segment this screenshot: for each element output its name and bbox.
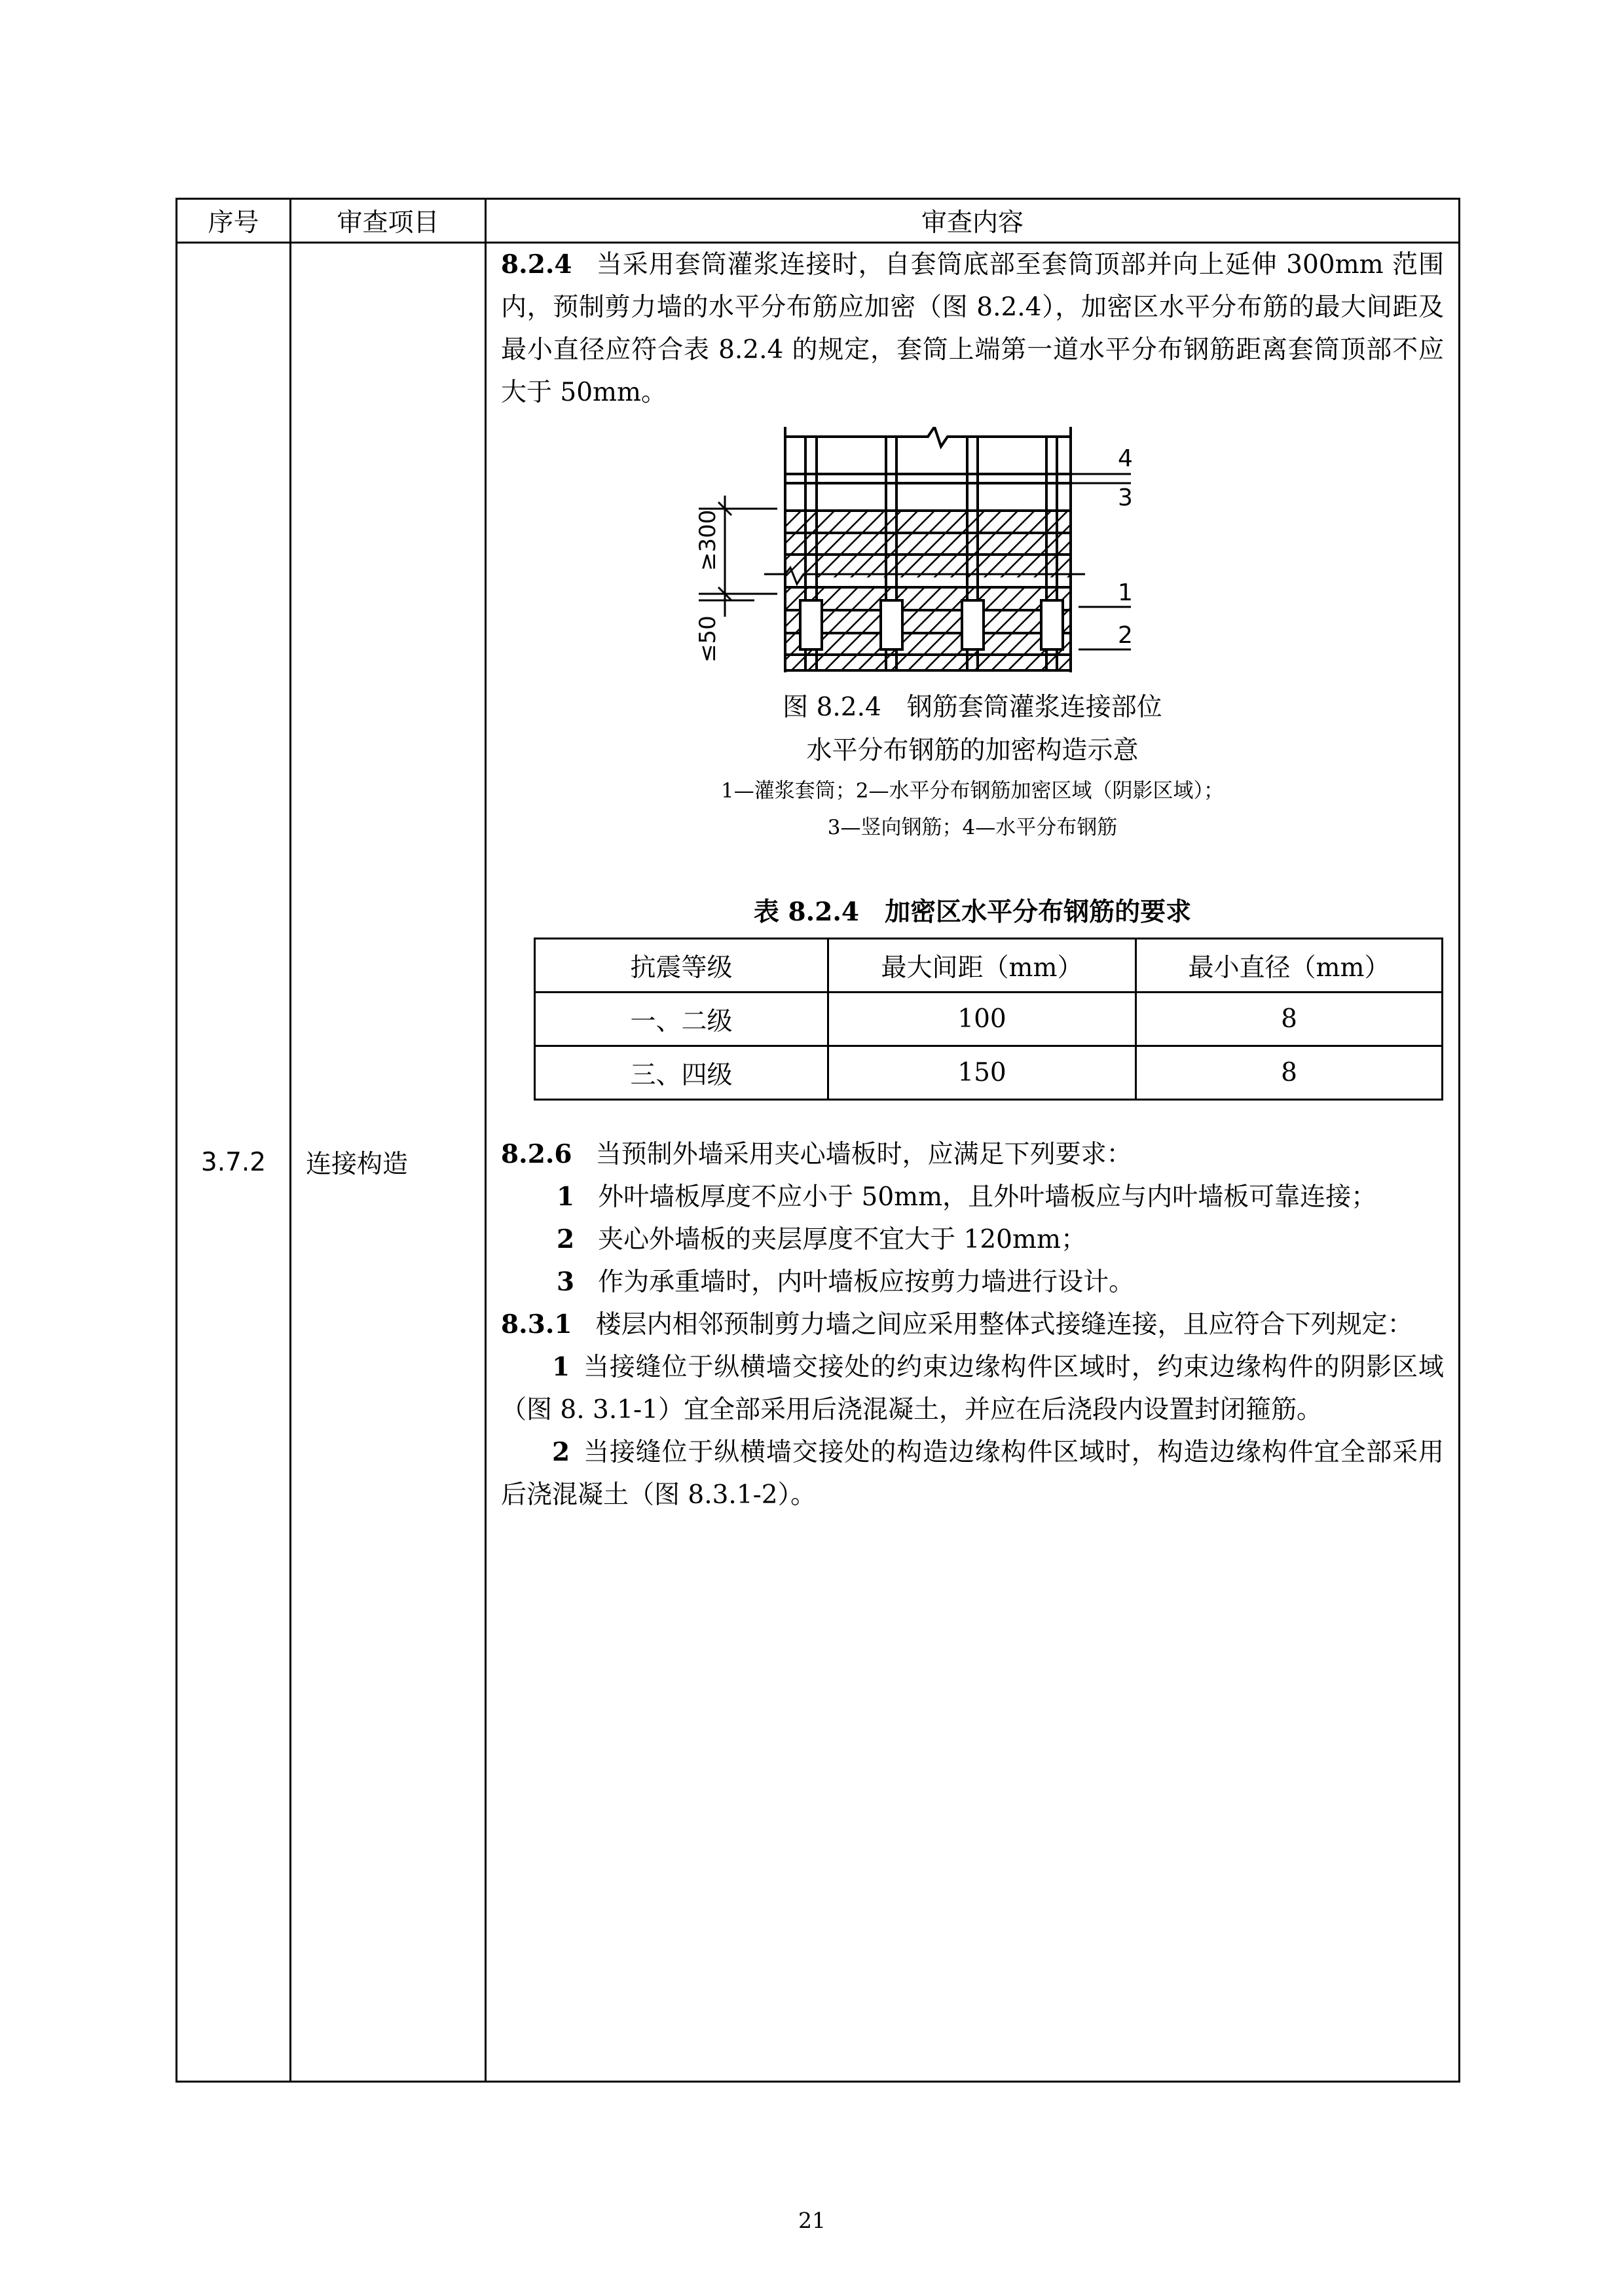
clause-8-2-6-item3 (501, 1261, 1444, 1303)
figure-legend-line1: 1—灌浆套筒；2—水平分布钢筋加密区域（阴影区域）； (721, 779, 1224, 803)
clause-text: 当预制外墙采用夹心墙板时，应满足下列要求： (595, 1140, 1132, 1169)
header-serial: 序号 (177, 199, 291, 243)
clause-8-2-6-item2 (501, 1218, 1444, 1261)
item-text: 当接缝位于纵横墙交接处的约束边缘构件区域时，约束边缘构件的阴影区域（图 8. 3.1-1）宜全部采用后浇混凝土，并应在后浇段内设置封闭箍筋。 (501, 1353, 1444, 1425)
clause-8-3-1 (501, 1303, 1444, 1346)
item-number: 2 (552, 1437, 570, 1467)
dimension-50-label: ≤50 (695, 615, 721, 663)
clause-number: 8.2.4 (501, 249, 572, 280)
figure-caption-line2: 水平分布钢筋的加密构造示意 (806, 736, 1139, 765)
header-review-item: 审查项目 (291, 199, 486, 243)
clause-number: 8.3.1 (501, 1309, 572, 1339)
label-4: 4 (1118, 445, 1133, 472)
header-review-content: 审查内容 (486, 199, 1460, 243)
req-header-min-diameter: 最小直径（mm） (1136, 939, 1443, 993)
row-review-item: 连接构造 (291, 243, 486, 2082)
item-text: 当接缝位于纵横墙交接处的构造边缘构件区域时，构造边缘构件宜全部采用后浇混凝土（图 8.3.1-2）。 (501, 1438, 1444, 1510)
req-cell: 一、二级 (535, 993, 828, 1046)
grout-sleeve (1041, 600, 1063, 649)
clause-8-3-1-item2 (501, 1431, 1444, 1516)
rebar-densification-diagram (600, 427, 1255, 682)
dense-zone-lower (784, 587, 1072, 670)
row-serial: 3.7.2 (177, 243, 291, 2082)
label-2: 2 (1118, 622, 1133, 649)
req-header-max-spacing: 最大间距（mm） (828, 939, 1136, 993)
table-row (535, 993, 1443, 1046)
item-number: 2 (557, 1224, 575, 1254)
req-header-seismic-grade: 抗震等级 (535, 939, 828, 993)
table-row (535, 1046, 1443, 1100)
requirement-table (534, 938, 1443, 1101)
grout-sleeve (881, 600, 902, 649)
page-number: 21 (798, 2208, 826, 2233)
label-3: 3 (1118, 484, 1133, 511)
figure-8-2-4 (600, 427, 1255, 682)
requirement-table-title: 表 8.2.4 加密区水平分布钢筋的要求 (753, 897, 1192, 927)
grout-sleeve (800, 600, 822, 649)
req-cell: 三、四级 (535, 1046, 828, 1100)
item-number: 3 (557, 1267, 575, 1297)
review-table (175, 198, 1460, 2083)
item-text: 作为承重墙时，内叶墙板应按剪力墙进行设计。 (598, 1267, 1135, 1297)
item-text: 夹心外墙板的夹层厚度不宜大于 120mm； (598, 1225, 1086, 1254)
req-cell: 8 (1136, 1046, 1443, 1100)
row-review-content (486, 243, 1460, 2082)
clause-8-2-6 (501, 1133, 1444, 1176)
req-cell: 8 (1136, 993, 1443, 1046)
label-1: 1 (1118, 579, 1133, 606)
clause-8-2-4 (501, 244, 1444, 414)
clause-8-2-6-item1 (501, 1176, 1444, 1218)
dense-zone-upper (784, 512, 1072, 577)
item-text: 外叶墙板厚度不应小于 50mm，且外叶墙板应与内叶墙板可靠连接； (598, 1182, 1377, 1212)
figure-caption-line1: 图 8.2.4 钢筋套筒灌浆连接部位 (783, 693, 1162, 722)
clause-8-3-1-item1 (501, 1346, 1444, 1431)
item-number: 1 (557, 1182, 575, 1212)
item-number: 1 (552, 1352, 570, 1382)
req-cell: 100 (828, 993, 1136, 1046)
clause-text: 楼层内相邻预制剪力墙之间应采用整体式接缝连接，且应符合下列规定： (595, 1310, 1413, 1339)
clause-text: 当采用套筒灌浆连接时，自套筒底部至套筒顶部并向上延伸 300mm 范围内，预制剪力墙的水平分布筋应加密（图 8.2.4），加密区水平分布筋的最大间距及最小直径应符合表 8.2.4 的规定，套筒上端第一道水平分布钢筋距离套筒顶部不应大于 50mm。 (501, 250, 1444, 407)
figure-legend-line2: 3—竖向钢筋；4—水平分布钢筋 (827, 816, 1118, 839)
req-cell: 150 (828, 1046, 1136, 1100)
grout-sleeve (962, 600, 984, 649)
dimension-300-label: ≥300 (695, 509, 721, 571)
clause-number: 8.2.6 (501, 1139, 572, 1169)
